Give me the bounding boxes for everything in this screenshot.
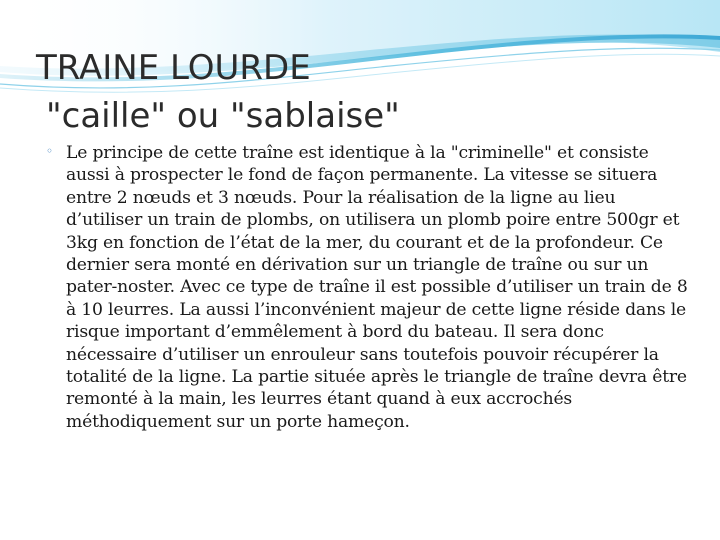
body-paragraph: Le principe de cette traîne est identique à la "criminelle" et consiste aussi à prospecter le fond de façon permanente. La vitesse se situera entre 2 nœuds et 3 nœuds. Pour la réalisation de la ligne au lieu d’utiliser un train de plombs, on utilisera un plomb poire entre 500gr et 3kg en fonction de l’état de la mer, du courant et de la profondeur. Ce dernier sera monté en dérivation sur un triangle de traîne ou sur un pater-noster. Avec ce type de traîne il est possible d’utiliser un train de 8 à 10 leurres. La aussi l’inconvénient majeur de cette ligne réside dans le risque important d’emmêlement à bord du bateau. Il sera donc nécessaire d’utiliser un enrouleur sans toutefois pouvoir récupérer la totalité de la ligne. La partie située après le triangle de traîne devra être remonté à la main, les leurres étant quand à eux accrochés méthodiquement sur un porte hameçon. [66, 143, 688, 432]
bullet-marker: ◦ [46, 144, 54, 158]
bullet-item [40, 142, 688, 433]
title-line-1: TRAINE LOURDE [36, 48, 311, 88]
slide-title [36, 44, 696, 140]
title-line-2: "caille" ou "sablaise" [46, 96, 400, 136]
